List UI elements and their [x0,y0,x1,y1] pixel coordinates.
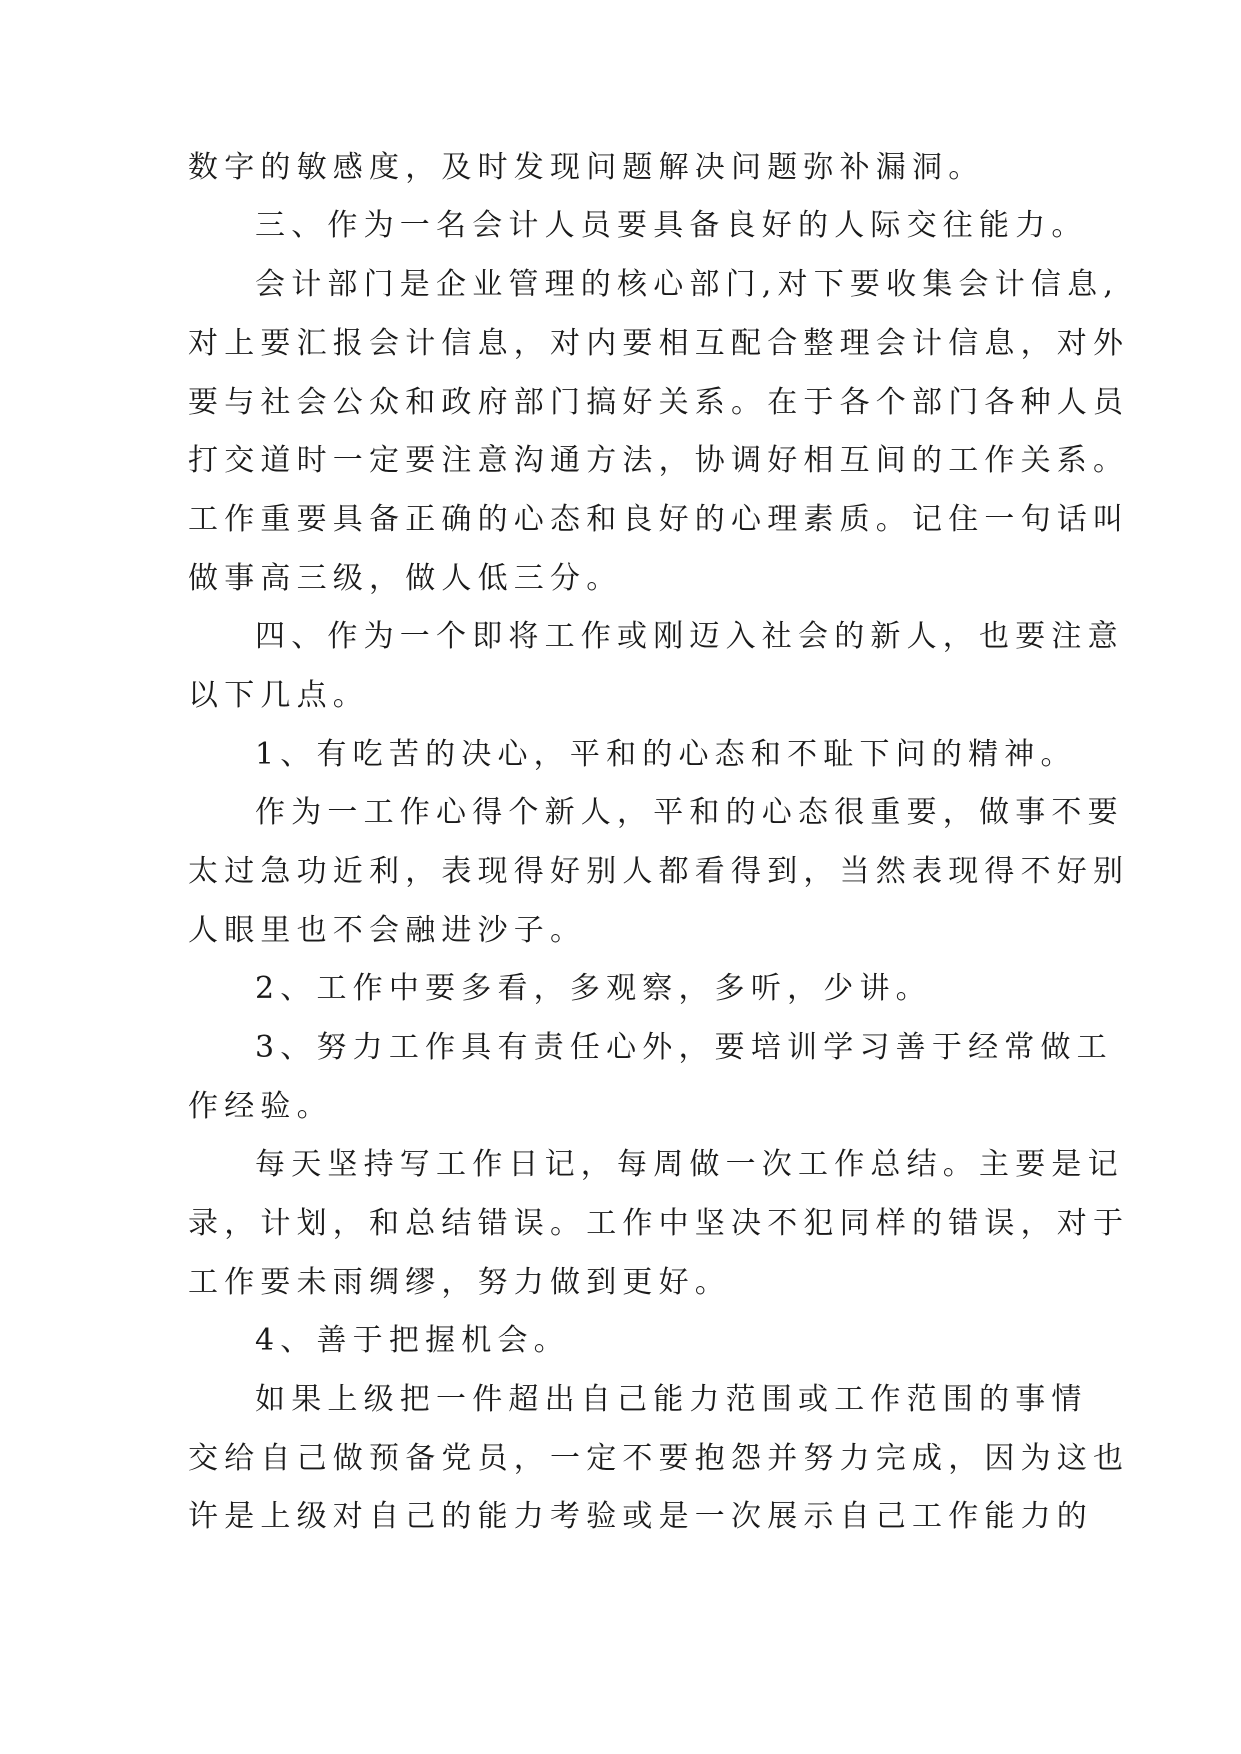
text-line: 要与社会公众和政府部门搞好关系。在于各个部门各种人员 [188,385,1130,420]
text-line: 工作要未雨绸缪，努力做到更好。 [188,1265,731,1300]
list-item-heading: 1、有吃苦的决心，平和的心态和不耻下问的精神。 [255,737,1077,772]
text-line: 做事高三级，做人低三分。 [188,561,623,596]
list-item-heading: 2、工作中要多看，多观察，多听，少讲。 [255,971,932,1006]
text-line: 交给自己做预备党员，一定不要抱怨并努力完成，因为这也 [188,1441,1130,1476]
text-line: 人眼里也不会融进沙子。 [188,913,587,948]
paragraph-heading: 三、作为一名会计人员要具备良好的人际交往能力。 [255,208,1088,243]
text-line: 工作重要具备正确的心态和良好的心理素质。记住一句话叫 [188,502,1130,537]
text-line: 每天坚持写工作日记，每周做一次工作总结。主要是记 [255,1147,1124,1182]
text-line: 作经验。 [188,1089,333,1124]
text-line: 对上要汇报会计信息，对内要相互配合整理会计信息，对外 [188,326,1130,361]
text-line: 录，计划，和总结错误。工作中坚决不犯同样的错误，对于 [188,1206,1130,1241]
paragraph-heading: 四、作为一个即将工作或刚迈入社会的新人，也要注意 [255,619,1124,654]
text-line: 会计部门是企业管理的核心部门,对下要收集会计信息, [255,267,1120,302]
text-line: 许是上级对自己的能力考验或是一次展示自己工作能力的 [188,1499,1093,1534]
text-line: 太过急功近利，表现得好别人都看得到，当然表现得不好别 [188,854,1130,889]
text-line: 打交道时一定要注意沟通方法，协调好相互间的工作关系。 [188,443,1130,478]
list-item-heading: 4、善于把握机会。 [255,1323,570,1358]
text-line: 以下几点。 [188,678,369,713]
list-item-heading: 3、努力工作具有责任心外，要培训学习善于经常做工 [255,1030,1113,1065]
text-line: 数字的敏感度，及时发现问题解决问题弥补漏洞。 [188,150,985,185]
text-line: 如果上级把一件超出自己能力范围或工作范围的事情 [255,1382,1088,1417]
text-line: 作为一工作心得个新人，平和的心态很重要，做事不要 [255,795,1124,830]
